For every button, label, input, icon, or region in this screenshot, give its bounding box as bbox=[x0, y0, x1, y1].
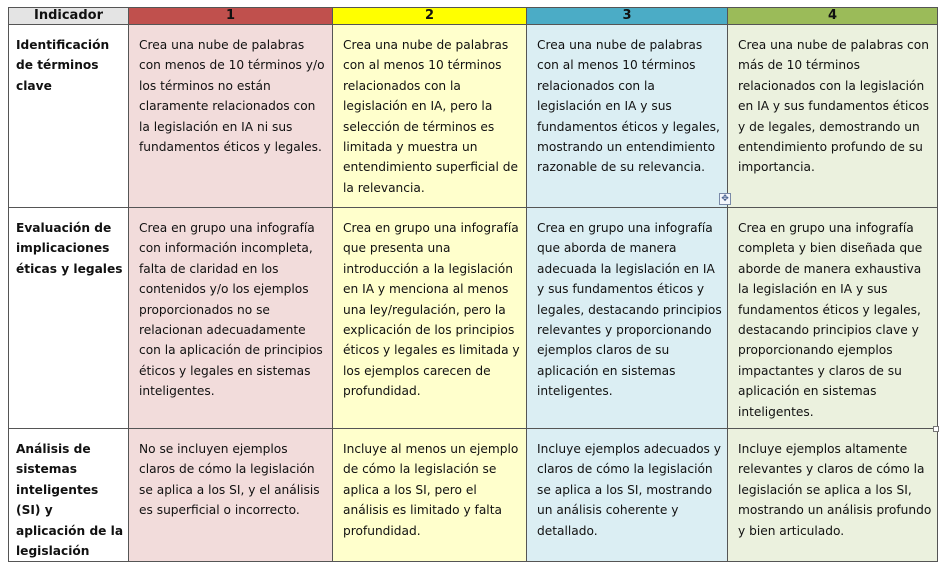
level-2-cell: Crea en grupo una infografía que presenta una introducción a la legislación en IA y menciona al menos una ley/regulación, pero la explicación de los principios éticos y legales es limitada y los ejemplos carecen de profundidad. bbox=[333, 208, 527, 429]
rubric-table bbox=[8, 7, 938, 562]
row-indicator-label: Análisis de sistemas inteligentes (SI) y aplicación de la legislación bbox=[9, 429, 129, 562]
header-level-3: 3 bbox=[527, 8, 728, 25]
header-row bbox=[9, 8, 938, 25]
header-level-1: 1 bbox=[129, 8, 333, 25]
level-4-cell: Crea una nube de palabras con más de 10 términos relacionados con la legislación en IA y sus fundamentos éticos y de legales, demostrando un entendimiento profundo de su importancia. bbox=[728, 25, 938, 208]
level-3-cell: Crea una nube de palabras con al menos 10 términos relacionados con la legislación en IA y sus fundamentos éticos y legales, mostrando un entendimiento razonable de su relevancia. bbox=[527, 25, 728, 208]
level-1-cell: Crea una nube de palabras con menos de 10 términos y/o los términos no están claramente relacionados con la legislación en IA ni sus fundamentos éticos y legales. bbox=[129, 25, 333, 208]
level-3-cell: Crea en grupo una infografía que aborda de manera adecuada la legislación en IA y sus fundamentos éticos y legales, destacando principios relevantes y proporcionando ejemplos claros de su aplicación en sistemas inteligentes. bbox=[527, 208, 728, 429]
row-indicator-label: Identificación de términos clave bbox=[9, 25, 129, 208]
header-level-4: 4 bbox=[728, 8, 938, 25]
level-4-cell: Crea en grupo una infografía completa y bien diseñada que aborde de manera exhaustiva la legislación en IA y sus fundamentos éticos y legales, destacando principios clave y proporcionando ejemplos impactantes y claros de su aplicación en sistemas inteligentes. bbox=[728, 208, 938, 429]
header-level-2: 2 bbox=[333, 8, 527, 25]
level-1-cell: No se incluyen ejemplos claros de cómo la legislación se aplica a los SI, y el análisis es superficial o incorrecto. bbox=[129, 429, 333, 562]
table-row bbox=[9, 208, 938, 429]
header-indicator: Indicador bbox=[9, 8, 129, 25]
level-2-cell: Crea una nube de palabras con al menos 10 términos relacionados con la legislación en IA, pero la selección de términos es limitada y muestra un entendimiento superficial de la relevancia. bbox=[333, 25, 527, 208]
table-row bbox=[9, 25, 938, 208]
level-4-cell: Incluye ejemplos altamente relevantes y claros de cómo la legislación se aplica a los SI, mostrando un análisis profundo y bien articulado. bbox=[728, 429, 938, 562]
table-resize-handle[interactable] bbox=[933, 426, 939, 432]
level-3-cell: Incluye ejemplos adecuados y claros de cómo la legislación se aplica a los SI, mostrando un análisis coherente y detallado. bbox=[527, 429, 728, 562]
row-indicator-label: Evaluación de implicaciones éticas y legales bbox=[9, 208, 129, 429]
level-1-cell: Crea en grupo una infografía con información incompleta, falta de claridad en los contenidos y/o los ejemplos proporcionados no se relacionan adecuadamente con la aplicación de principios éticos y legales en sistemas inteligentes. bbox=[129, 208, 333, 429]
table-move-handle[interactable]: ✥ bbox=[719, 193, 731, 205]
table-row bbox=[9, 429, 938, 562]
level-2-cell: Incluye al menos un ejemplo de cómo la legislación se aplica a los SI, pero el análisis es limitado y falta profundidad. bbox=[333, 429, 527, 562]
